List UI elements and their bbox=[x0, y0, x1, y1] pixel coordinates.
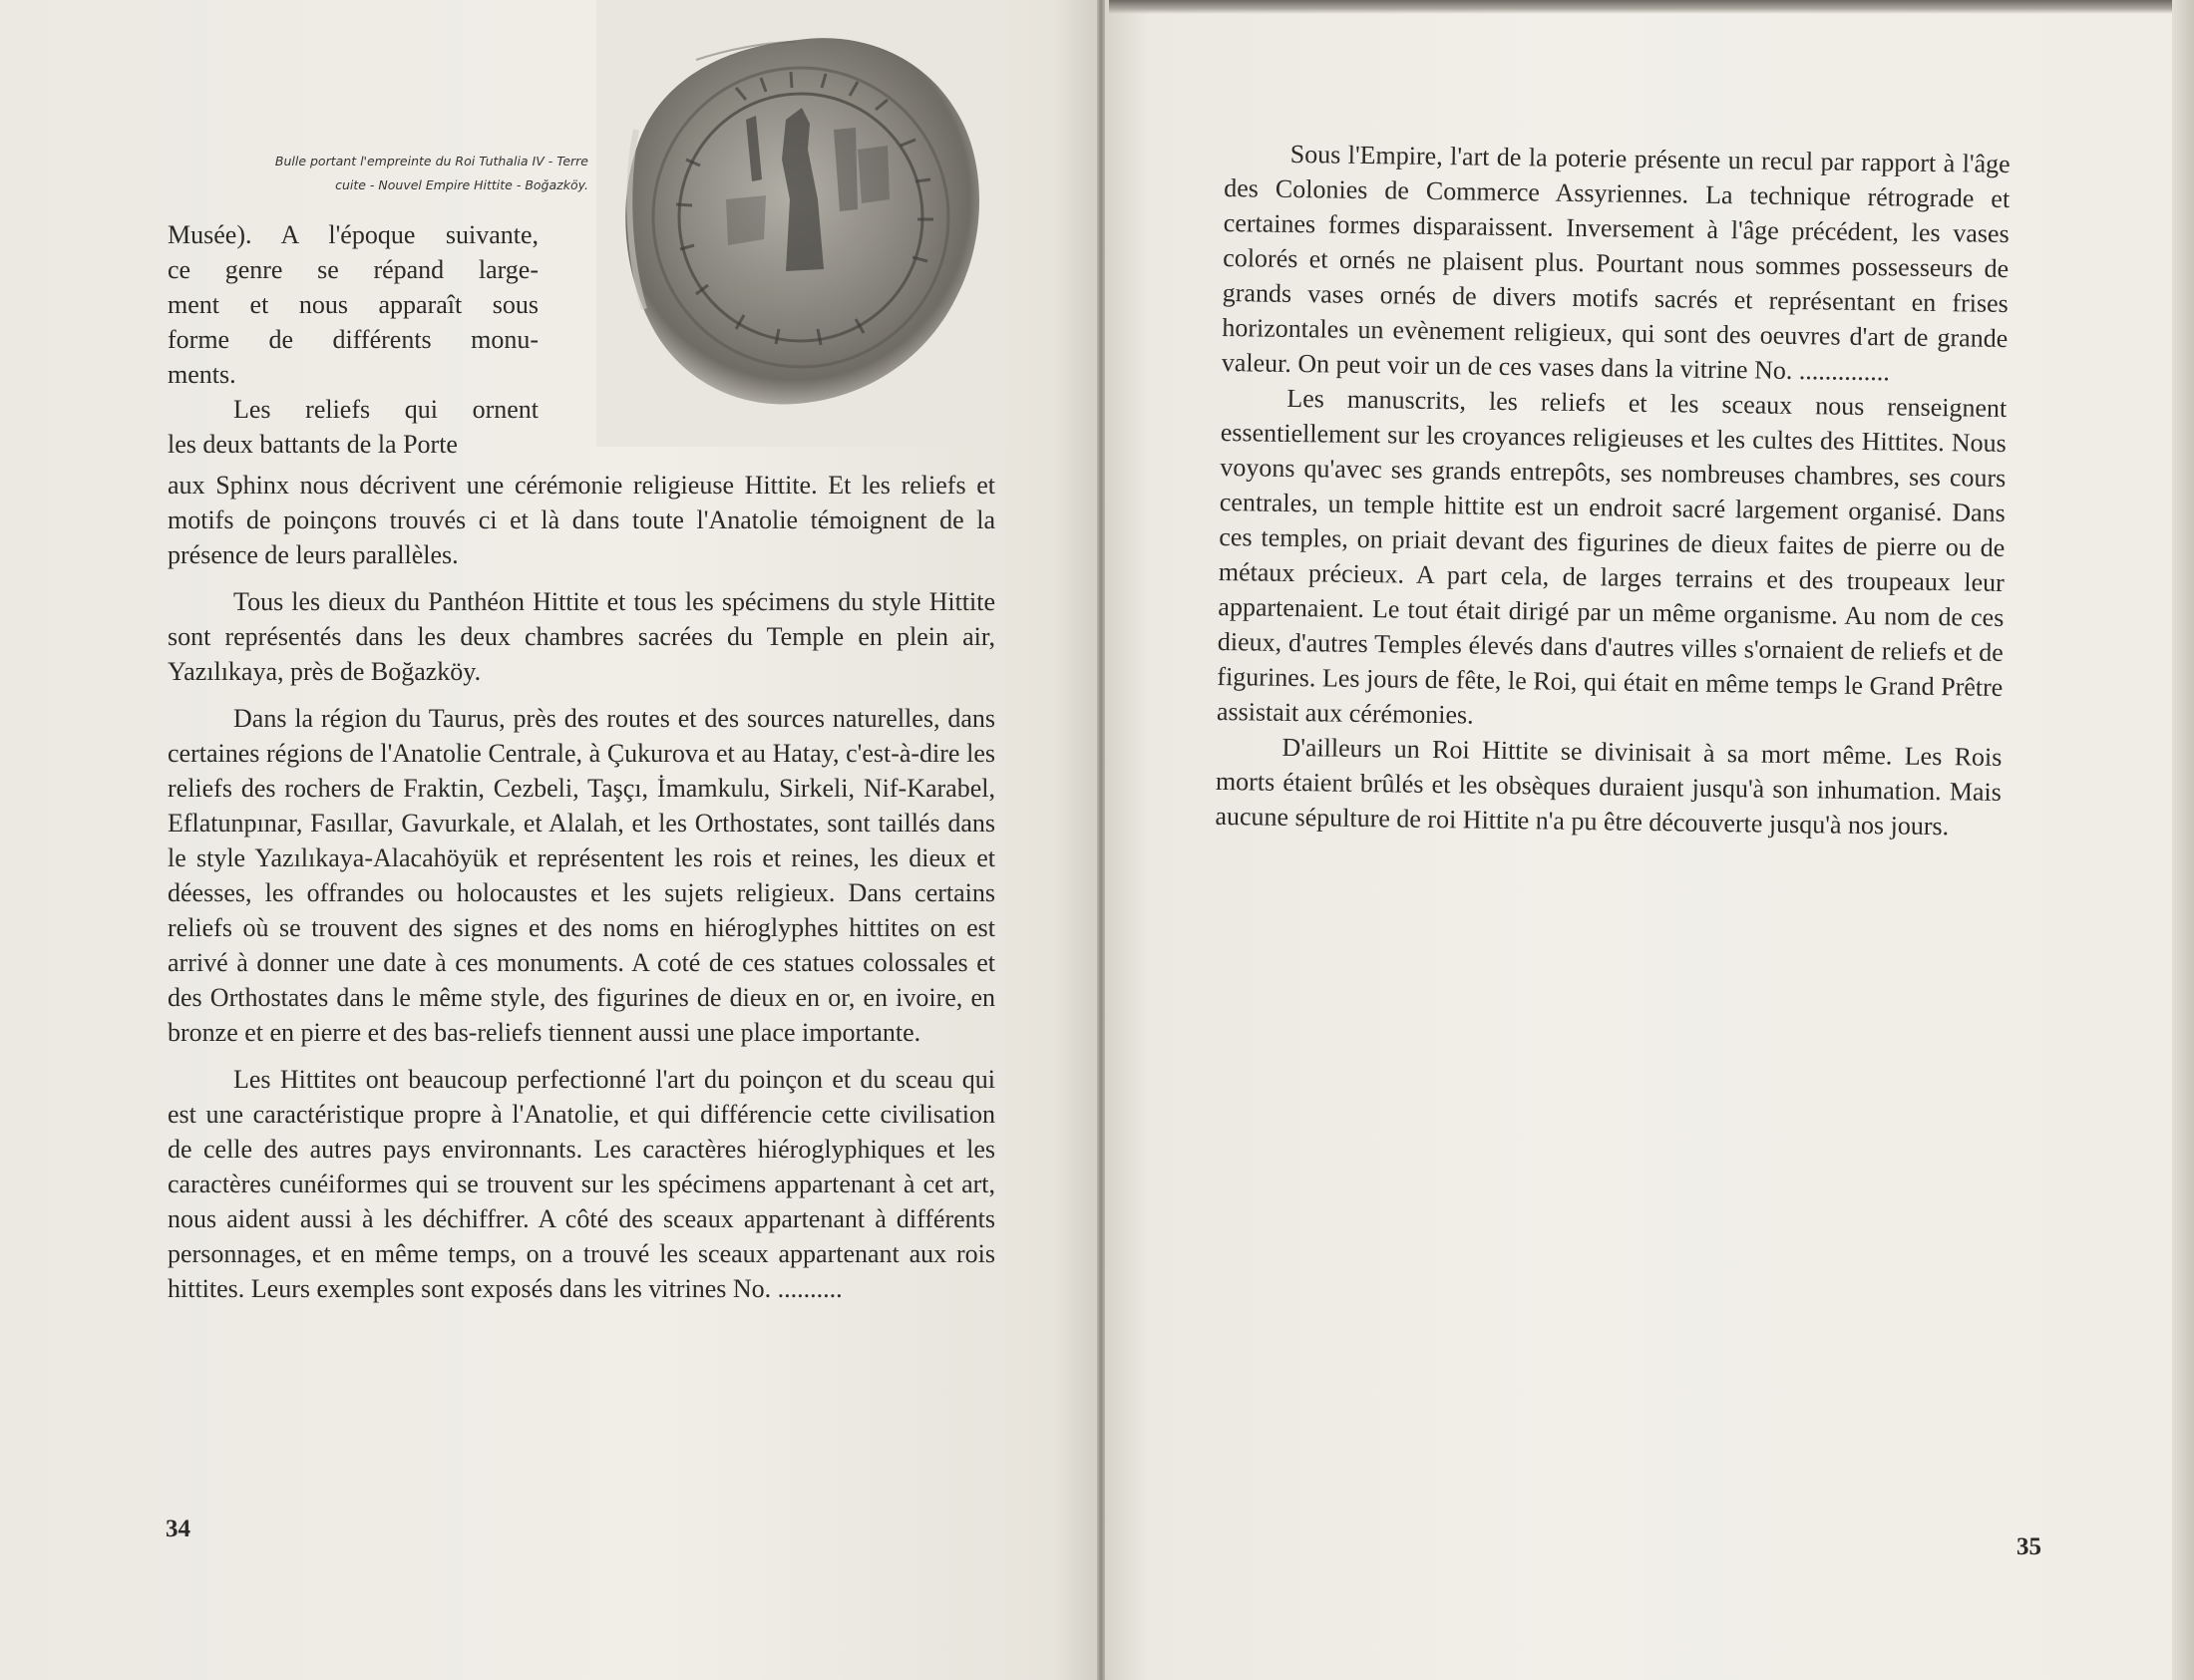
text-line: Musée). A l'époque suivante, bbox=[168, 220, 539, 249]
right-body-text bbox=[1215, 136, 2011, 844]
text-line: ce genre se répand large- bbox=[168, 255, 539, 284]
text-line: les deux battants de la Porte bbox=[168, 430, 458, 459]
paragraph: Tous les dieux du Panthéon Hittite et tous les spécimens du style Hittite sont représentés dans les deux chambres sacrées du Temple en plein air, Yazılıkaya, près de Boğazköy. bbox=[168, 587, 995, 686]
page-number-right: 35 bbox=[2016, 1533, 2041, 1560]
page-edge bbox=[2172, 0, 2194, 1680]
figure-caption bbox=[160, 150, 588, 197]
paragraph: Sous l'Empire, l'art de la poterie présente un recul par rapport à l'âge des Colonies de Commerce Assyriennes. La technique rétrograde et certaines formes disparaissent. Inversement à l'âge précédent, les vases colorés et ornés ne plaisent plus. Pourtant nous sommes possesseurs de grands vases ornés de divers motifs sacrés et représentant en frises horizontales un evènement religieux, qui sont des oeuvres d'art de grande valeur. On peut voir un de ces vases dans la vitrine No. .............. bbox=[1221, 139, 2011, 387]
book-gutter bbox=[1097, 0, 1105, 1680]
page-shadow-band bbox=[1109, 0, 2194, 14]
caption-line: cuite - Nouvel Empire Hittite - Boğazköy. bbox=[335, 177, 588, 192]
caption-line: Bulle portant l'empreinte du Roi Tuthalia IV - Terre bbox=[274, 154, 588, 168]
text-line: forme de différents monu- bbox=[168, 325, 539, 354]
paragraph: Les manuscrits, les reliefs et les sceaux nous renseignent essentiellement sur les croyances religieuses et les cultes des Hittites. Nous voyons qu'avec ses grands entrepôts, ses nombreuses chambres, ses cours centrales, un temple hittite est un endroit sacré largement organisé. Dans ces temples, on priait devant des figurines de dieux faites de pierre ou de métaux précieux. A part cela, de larges terrains et des troupeaux leur appartenaient. Le tout était dirigé par un même organisme. Au nom de ces dieux, d'autres Temples élevés dans d'autres villes s'ornaient de reliefs et de figurines. Les jours de fête, le Roi, qui était en même temps le Grand Prêtre assistait aux cérémonies. bbox=[1216, 383, 2008, 730]
paragraph: aux Sphinx nous décrivent une cérémonie religieuse Hittite. Et les reliefs et motifs de poinçons trouvés ci et là dans toute l'Anatolie témoignent de la présence de leurs parallèles. bbox=[168, 471, 995, 569]
paragraph: Dans la région du Taurus, près des routes et des sources naturelles, dans certaines régions de l'Anatolie Centrale, à Çukurova et au Hatay, c'est-à-dire les reliefs des rochers de Fraktin, Cezbeli, Taşçı, İmamkulu, Sirkeli, Nif-Karabel, Eflatunpınar, Fasıllar, Gavurkale, et Alalah, et les Orthostates, sont taillés dans le style Yazılıkaya-Alacahöyük et représentent les rois et reines, les dieux et déesses, les offrandes ou holocaustes et les sujets religieux. Dans certains reliefs où se trouvent des signes et des noms en hiéroglyphes hittites on est arrivé à donner une date à ces monuments. A coté de ces statues colossales et des Orthostates dans le même style, des figurines de dieux en or, en ivoire, en bronze et en pierre et des bas-reliefs tiennent aussi une place importante. bbox=[168, 704, 995, 1047]
seal-photograph bbox=[596, 0, 1007, 447]
text-line: ments. bbox=[168, 360, 236, 389]
text-line: Les reliefs qui ornent bbox=[233, 395, 539, 424]
clay-seal-impression-icon bbox=[596, 0, 1007, 447]
paragraph: D'ailleurs un Roi Hittite se divinisait à sa mort même. Les Rois morts étaient brûlés et les obsèques duraient jusqu'à son inhumation. Mais aucune sépulture de roi Hittite n'a pu être découverte jusqu'à nos jours. bbox=[1215, 732, 2003, 841]
left-text-beside-figure bbox=[168, 217, 539, 462]
page-number-left: 34 bbox=[166, 1515, 190, 1542]
text-line: ment et nous apparaît sous bbox=[168, 290, 539, 319]
left-body-text bbox=[168, 468, 995, 1306]
paragraph: Les Hittites ont beaucoup perfectionné l'art du poinçon et du sceau qui est une caractéristique propre à l'Anatolie, et qui différencie cette civilisation de celle des autres pays environnants. Les caractères hiéroglyphiques et les caractères cunéiformes qui se trouvent sur les spécimens appartenant à cet art, nous aident aussi à les déchiffrer. A côté des sceaux appartenant à différents personnages, et en même temps, on a trouvé les sceaux appartenant aux rois hittites. Leurs exemples sont exposés dans les vitrines No. .......... bbox=[168, 1065, 995, 1303]
